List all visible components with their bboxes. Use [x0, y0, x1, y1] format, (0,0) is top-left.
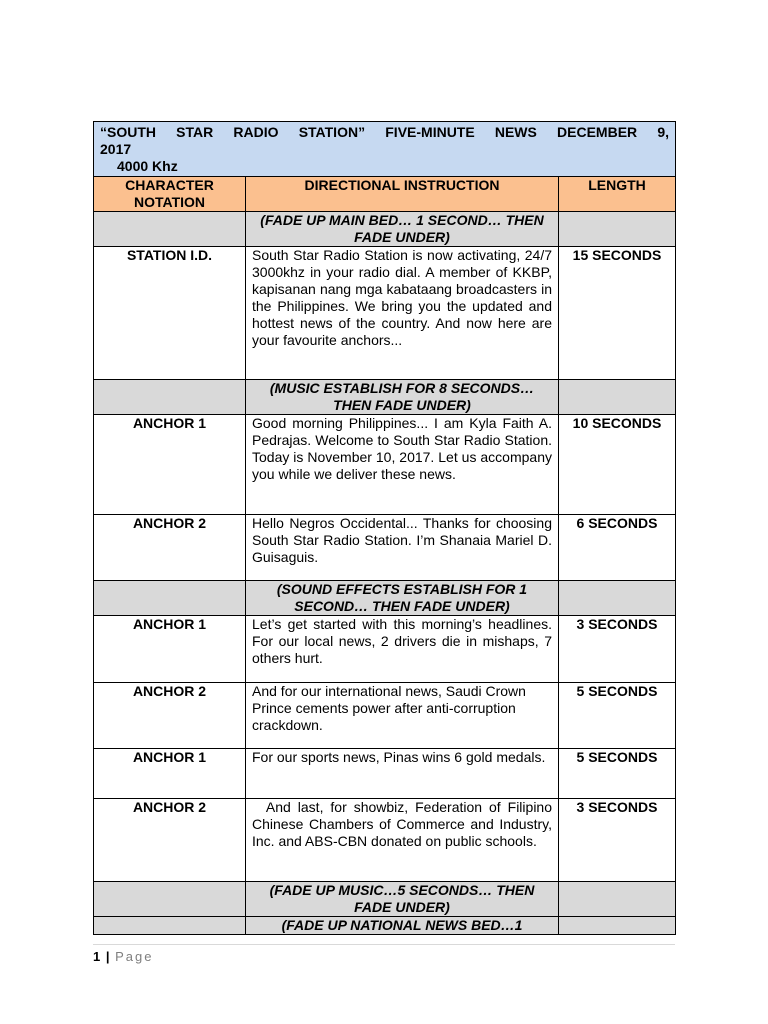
character-cell: ANCHOR 2: [94, 799, 246, 882]
header-instruction: DIRECTIONAL INSTRUCTION: [246, 177, 559, 212]
length-cell: 5 SECONDS: [559, 683, 676, 749]
character-cell: ANCHOR 2: [94, 515, 246, 581]
cue-text: (FADE UP NATIONAL NEWS BED…1: [246, 917, 559, 935]
table-row: [94, 247, 676, 380]
script-frequency: 4000 Khz: [117, 158, 178, 174]
length-cell: 3 SECONDS: [559, 799, 676, 882]
header-length: LENGTH: [559, 177, 676, 212]
character-cell: ANCHOR 1: [94, 616, 246, 683]
script-title-year: 2017: [100, 141, 132, 157]
length-cell: 6 SECONDS: [559, 515, 676, 581]
cue-text: (SOUND EFFECTS ESTABLISH FOR 1 SECOND… THEN FADE UNDER): [246, 581, 559, 616]
instruction-cell: And last, for showbiz, Federation of Filipino Chinese Chambers of Commerce and Industry, Inc. and ABS-CBN donated on public schools.: [246, 799, 559, 882]
instruction-cell: South Star Radio Station is now activating, 24/7 3000khz in your radio dial. A member of KKBP, kapisanan nang mga kabataang broadcasters in the Philippines. We bring you the updated and hottest news of the country. And now here are your favourite anchors...: [246, 247, 559, 380]
page-footer: [93, 944, 675, 964]
instruction-cell: For our sports news, Pinas wins 6 gold medals.: [246, 749, 559, 799]
cue-row: [94, 581, 676, 616]
script-title: “SOUTH STAR RADIO STATION” FIVE-MINUTE NEWS DECEMBER 9,: [100, 124, 670, 140]
news-script-table: [93, 121, 676, 935]
script-title-cell: [94, 122, 676, 177]
table-row: [94, 415, 676, 515]
cue-text: (FADE UP MUSIC…5 SECONDS… THEN FADE UNDER): [246, 882, 559, 917]
cue-row: [94, 380, 676, 415]
table-row: [94, 515, 676, 581]
cue-row: [94, 917, 676, 935]
character-cell: STATION I.D.: [94, 247, 246, 380]
instruction-cell: And for our international news, Saudi Crown Prince cements power after anti-corruption crackdown.: [246, 683, 559, 749]
page-label: Page: [115, 949, 154, 964]
length-cell: 10 SECONDS: [559, 415, 676, 515]
character-cell: ANCHOR 1: [94, 749, 246, 799]
instruction-cell: Let’s get started with this morning’s headlines. For our local news, 2 drivers die in mishaps, 7 others hurt.: [246, 616, 559, 683]
cue-row: [94, 882, 676, 917]
length-cell: 15 SECONDS: [559, 247, 676, 380]
instruction-cell: Hello Negros Occidental... Thanks for choosing South Star Radio Station. I’m Shanaia Mariel D. Guisaguis.: [246, 515, 559, 581]
cue-text: (FADE UP MAIN BED… 1 SECOND… THEN FADE UNDER): [246, 212, 559, 247]
page-number: 1: [93, 949, 101, 964]
length-cell: 3 SECONDS: [559, 616, 676, 683]
table-row: [94, 749, 676, 799]
table-row: [94, 799, 676, 882]
cue-row: [94, 212, 676, 247]
page-separator: |: [105, 949, 110, 964]
character-cell: ANCHOR 1: [94, 415, 246, 515]
instruction-cell: Good morning Philippines... I am Kyla Faith A. Pedrajas. Welcome to South Star Radio Station. Today is November 10, 2017. Let us accompany you while we deliver these news.: [246, 415, 559, 515]
table-row: [94, 683, 676, 749]
table-row: [94, 616, 676, 683]
header-character: CHARACTER NOTATION: [94, 177, 246, 212]
length-cell: 5 SECONDS: [559, 749, 676, 799]
character-cell: ANCHOR 2: [94, 683, 246, 749]
cue-text: (MUSIC ESTABLISH FOR 8 SECONDS… THEN FADE UNDER): [246, 380, 559, 415]
